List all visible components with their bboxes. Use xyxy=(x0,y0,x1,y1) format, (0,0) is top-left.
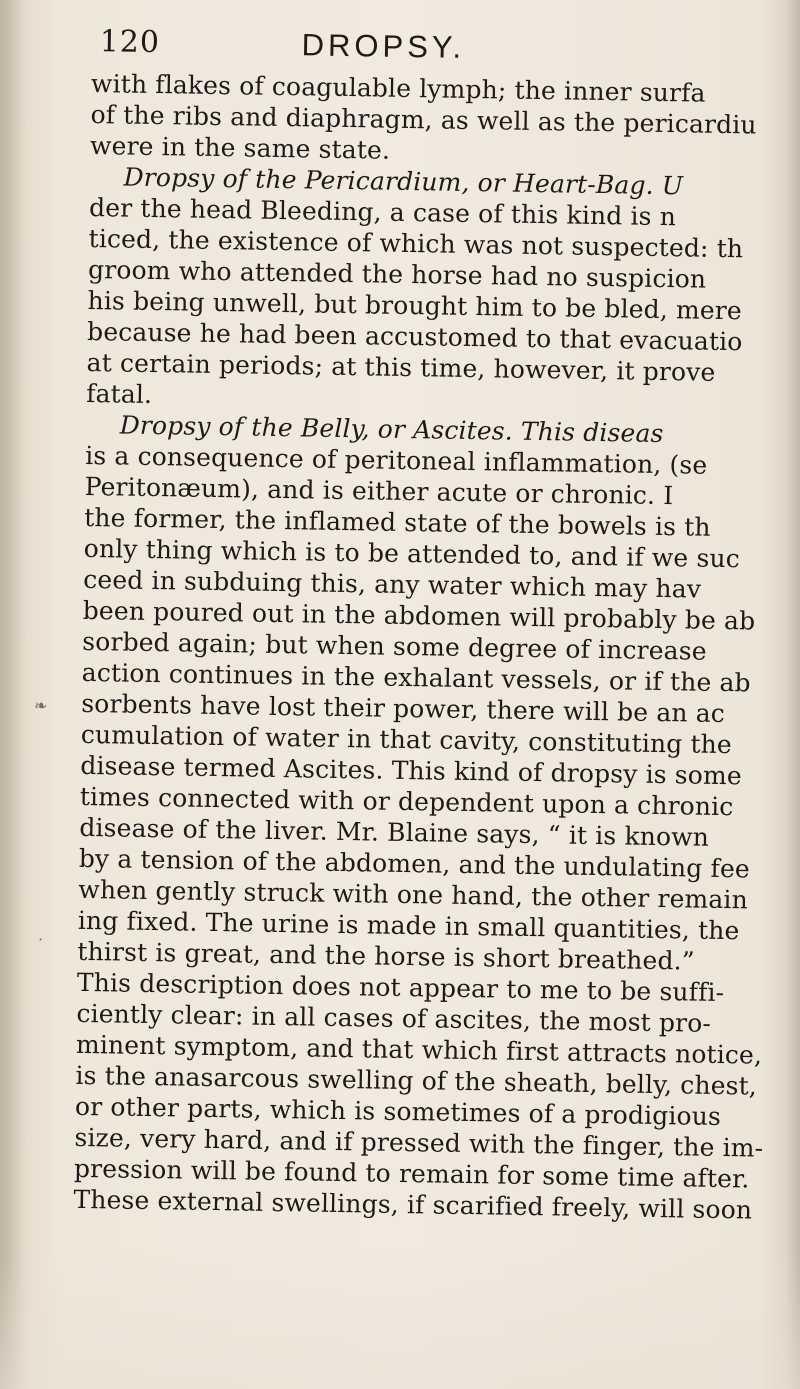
running-head: DROPSY. xyxy=(301,27,466,65)
text-line: groom who attended the horse had no suspicion xyxy=(87,254,707,294)
text-line: his being unwell, but brought him to be bled, mere xyxy=(87,285,743,326)
margin-smudge: ❧ xyxy=(34,696,48,715)
text-line: cumulation of water in that cavity, constituting the xyxy=(80,719,733,760)
text-line: were in the same state. xyxy=(89,130,391,165)
text-line: thirst is great, and the horse is short breathed.” xyxy=(77,936,695,976)
text-line: of the ribs and diaphragm, as well as the pericardiu xyxy=(90,99,757,140)
gutter-shadow xyxy=(0,0,28,1389)
text-line: sorbents have lost their power, there will be an ac xyxy=(81,688,726,729)
text-line: at certain periods; at this time, however, it prove xyxy=(86,347,716,387)
text-line: disease of the liver. Mr. Blaine says, “ it is known xyxy=(79,812,710,852)
text-line: Peritonæum), and is either acute or chronic. I xyxy=(84,471,674,511)
text-line: the former, the inflamed state of the bowels is th xyxy=(84,502,711,542)
text-line: Dropsy of the Pericardium, or Heart-Bag. U xyxy=(123,162,684,201)
text-line: minent symptom, and that which first attracts notice, xyxy=(75,1029,763,1070)
margin-smudge: · xyxy=(38,930,44,949)
text-line: is a consequence of peritoneal inflammation, (se xyxy=(84,440,708,480)
text-line: disease termed Ascites. This kind of dropsy is some xyxy=(80,750,742,791)
page-number: 120 xyxy=(99,24,161,61)
text-line: only thing which is to be attended to, and if we suc xyxy=(83,533,741,574)
text-line: These external swellings, if scarified freely, will soon xyxy=(73,1184,753,1225)
text-line: pression will be found to remain for some time after. xyxy=(73,1153,750,1194)
text-line: ceed in subduing this, any water which may hav xyxy=(83,564,702,604)
text-line: times connected with or dependent upon a chronic xyxy=(79,781,734,822)
text-line: fatal. xyxy=(85,378,153,409)
text-line: ticed, the existence of which was not suspected: th xyxy=(88,223,744,264)
text-line: This description does not appear to me to be suffi- xyxy=(76,967,725,1008)
text-line: Dropsy of the Belly, or Ascites. This diseas xyxy=(119,410,664,449)
text-line: size, very hard, and if pressed with the finger, the im- xyxy=(74,1122,764,1163)
text-line: der the head Bleeding, a case of this kind is n xyxy=(88,192,677,232)
text-line: action continues in the exhalant vessels, or if the ab xyxy=(81,657,751,698)
text-line: because he had been accustomed to that evacuatio xyxy=(86,316,743,357)
text-line: sorbed again; but when some degree of increase xyxy=(82,626,707,666)
text-line: with flakes of coagulable lymph; the inner surfa xyxy=(90,68,706,108)
text-line: been poured out in the abdomen will probably be ab xyxy=(82,595,756,636)
text-line: ciently clear: in all cases of ascites, the most pro- xyxy=(76,998,712,1038)
text-line: when gently struck with one hand, the other remain xyxy=(78,874,749,915)
text-line: by a tension of the abdomen, and the undulating fee xyxy=(78,843,751,884)
text-line: or other parts, which is sometimes of a prodigious xyxy=(74,1091,722,1132)
page-bottom-shading xyxy=(0,1249,800,1389)
text-line: ing fixed. The urine is made in small quantities, the xyxy=(77,905,740,946)
text-line: is the anasarcous swelling of the sheath, belly, chest, xyxy=(75,1060,758,1101)
text-block xyxy=(73,24,792,1226)
